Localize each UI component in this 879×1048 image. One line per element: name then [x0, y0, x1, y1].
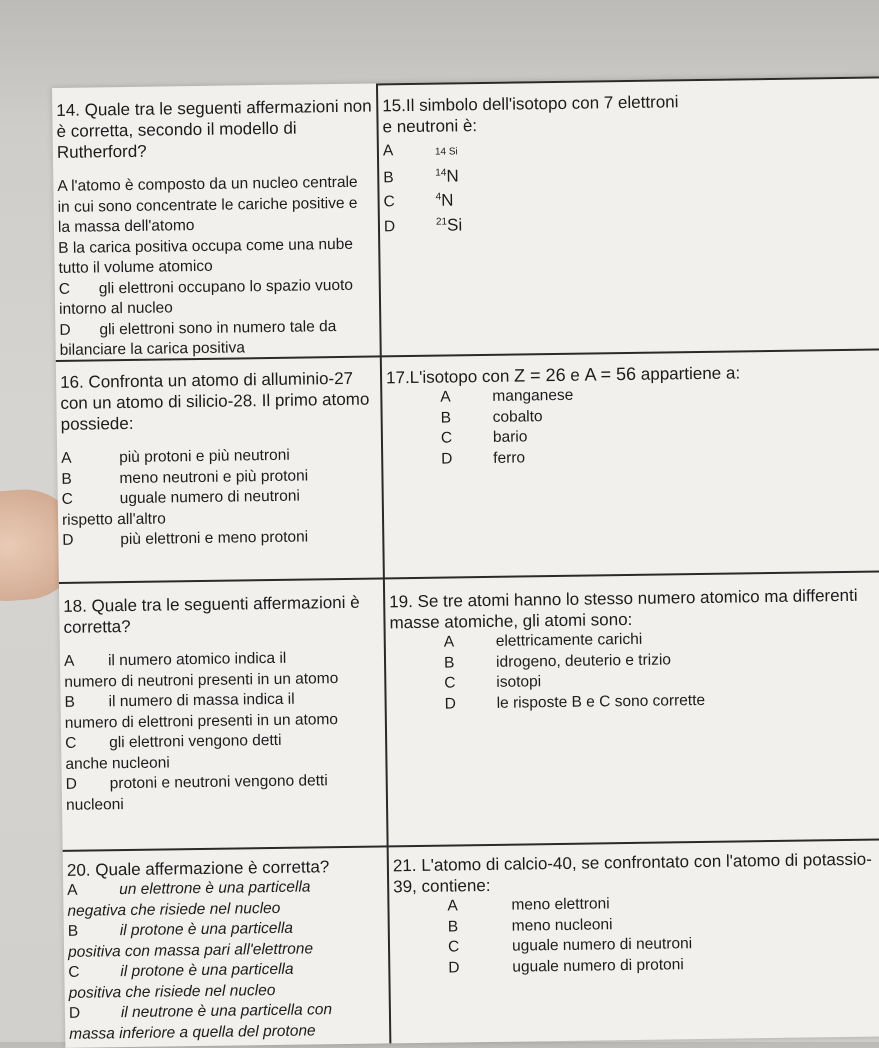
question-19 [389, 585, 879, 716]
question-19-title: 19. Se tre atomi hanno lo stesso numero atomico ma differenti masse atomiche, gli atomi sono: [389, 585, 858, 633]
question-15-option-c: C $^4$N [383, 190, 454, 211]
question-16-option-b: B meno neutroni e più protoni [61, 466, 309, 488]
question-20-option-b: B il protone è una particella [67, 919, 294, 940]
question-16-option-c: C uguale numero di neutroni [61, 487, 300, 508]
question-17-option-d: D ferro [441, 448, 526, 468]
question-15-option-b: B $^{14}$N [383, 165, 459, 187]
question-14-option-d: D gli elettroni sono in numero tale da bilanciare la carica positiva [59, 317, 337, 359]
question-14-option-c: C gli elettroni occupano lo spazio vuoto intorno al nucleo [58, 276, 354, 318]
question-20-options [67, 876, 385, 1044]
question-21-option-d: D uguale numero di protoni [448, 955, 684, 977]
question-17-option-c: C bario [440, 428, 528, 447]
question-15-option-d: D $^{21}$Si [383, 215, 463, 236]
question-20-option-a: A un elettrone è una particella [67, 878, 311, 899]
question-18-option-a-cont: numero di neutroni presenti in un atomo [64, 669, 339, 691]
question-15 [382, 91, 684, 238]
question-18-option-c: C gli elettroni vengono detti [65, 731, 282, 752]
question-21 [393, 848, 879, 979]
question-20-option-a-cont: negativa che risiede nel nucleo [67, 899, 281, 920]
question-14-title: 14. Quale tra le seguenti affermazioni non è corretta, secondo il modello di Rutherford? [56, 96, 372, 162]
question-18-title: 18. Quale tra le seguenti affermazioni è corretta? [63, 592, 360, 637]
question-19-option-d: D le risposte B e C sono corrette [444, 691, 706, 713]
quiz-sheet [52, 76, 879, 1047]
question-20-option-d: D il neutrone è una particella con [68, 1001, 333, 1022]
question-17-option-b: B cobalto [440, 407, 543, 427]
question-20-option-b-cont: positiva con massa pari all'elettrone [67, 939, 314, 961]
question-14-option-b: B la carica positiva occupa come una nube tutto il volume atomico [58, 235, 354, 277]
question-19-option-b: B idrogeno, deuterio e trizio [443, 650, 672, 672]
question-14 [56, 96, 376, 362]
question-17-option-a: A manganese [440, 386, 574, 406]
question-17 [386, 361, 877, 471]
question-20-option-c: C il protone è una particella [68, 960, 294, 981]
question-14-option-a: A l'atomo è composto da un nucleo centrale in cui sono concentrate le cariche positive e la massa dell'atomo [57, 173, 358, 236]
question-16-option-a: A più protoni e più neutroni [61, 446, 290, 467]
question-16-option-c-cont: rispetto all'altro [61, 509, 166, 529]
question-17-options [440, 382, 877, 470]
question-16-title: 16. Confronta un atomo di alluminio-27 con un atomo di silicio-28. Il primo atomo possiede: [59, 368, 370, 434]
question-21-option-b: B meno nucleoni [447, 915, 613, 936]
question-21-option-c: C uguale numero di neutroni [447, 935, 693, 956]
question-19-option-a: A elettricamente carichi [443, 630, 643, 651]
question-15-title: 15.Il simbolo dell'isotopo con 7 elettroni e neutroni è: [382, 92, 679, 137]
question-18-option-a: A il numero atomico indica il [63, 649, 287, 670]
question-20 [67, 855, 386, 1044]
top-border [378, 76, 879, 85]
question-20-option-d-cont: massa inferiore a quella del protone [69, 1021, 316, 1043]
question-21-options [447, 890, 879, 978]
question-18-option-c-cont: anche nucleoni [65, 753, 170, 773]
question-21-title: 21. L'atomo di calcio-40, se confrontato con l'atomo di potassio-39, contiene: [392, 849, 872, 897]
question-17-title: 17.L'isotopo con Z = 26 e A = 56 appartiene a: [385, 363, 741, 388]
row-divider-2 [59, 570, 879, 583]
question-19-options [444, 626, 879, 714]
question-20-title: 20. Quale affermazione è corretta? [66, 857, 330, 880]
question-16-option-d: D più elettroni e meno protoni [62, 528, 309, 549]
question-21-option-a: A meno elettroni [447, 895, 610, 915]
question-18 [63, 591, 382, 815]
question-15-option-a: A 14 Si [382, 142, 458, 160]
question-16 [60, 368, 378, 552]
question-20-option-c-cont: positiva che risiede nel nucleo [68, 981, 276, 1002]
question-18-option-b: B il numero di massa indica il [64, 690, 295, 711]
question-18-option-b-cont: numero di elettroni presenti in un atomo [64, 710, 339, 732]
question-19-option-c: C isotopi [444, 673, 542, 692]
question-18-option-d-cont: nucleoni [65, 795, 124, 814]
question-18-option-d: D protoni e neutroni vengono detti [65, 772, 328, 793]
